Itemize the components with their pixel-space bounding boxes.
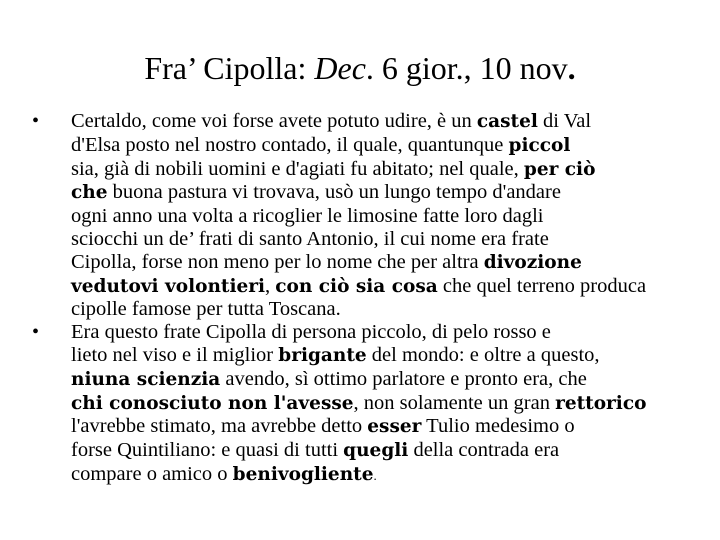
bold-phrase: niuna scienzia [71, 368, 221, 390]
text-line [71, 205, 677, 228]
text-segment: ogni anno una volta a ricoglier le limosine fatte loro dagli [71, 205, 544, 228]
text-line [71, 415, 677, 439]
title-final-dot: . [567, 50, 576, 86]
bold-phrase: per ciò [523, 158, 596, 180]
bullet-list [0, 110, 720, 488]
bold-phrase: con ciò sia cosa [275, 275, 438, 297]
title-italic-dec: Dec [314, 50, 366, 86]
text-segment: sia, già di nobili uomini e d'agiati fu abitato; nel quale, [71, 157, 524, 180]
text-line [71, 321, 677, 344]
bold-phrase: piccol [508, 134, 571, 156]
bold-phrase: rettorico [555, 392, 647, 414]
bold-phrase: brigante [278, 344, 367, 366]
text-line [71, 463, 677, 488]
text-line [71, 275, 677, 299]
bold-phrase: vedutovi volontieri [71, 275, 266, 297]
bold-phrase: benivogliente [232, 463, 374, 485]
text-line [71, 368, 677, 392]
text-segment: che quel terreno produca [437, 274, 647, 297]
bullet-dot-icon: • [32, 321, 40, 344]
text-segment: Cipolla, forse non meno per lo nome che per altra [71, 250, 484, 273]
text-segment: Tulio medesimo o [421, 415, 575, 438]
bold-phrase: divozione [483, 251, 582, 273]
text-segment: forse Quintiliano: e quasi di tutti [71, 439, 344, 462]
text-segment: , [265, 274, 276, 297]
text-segment: l'avrebbe stimato, ma avrebbe detto [71, 415, 368, 438]
slide-title [0, 46, 720, 90]
text-segment: . [373, 467, 377, 483]
bullet-item [0, 321, 677, 488]
text-segment: compare o amico o [71, 462, 233, 485]
text-segment: avendo, sì ottimo parlatore e pronto era, che [220, 367, 587, 390]
text-segment: del mondo: e oltre a questo, [366, 343, 600, 366]
text-segment: sciocchi un de’ frati di santo Antonio, il cui nome era frate [71, 227, 549, 250]
text-line [71, 439, 677, 463]
title-text: Fra’ Cipolla: [144, 50, 315, 86]
text-line [71, 134, 677, 158]
text-segment: cipolle famose per tutta Toscana. [71, 298, 341, 321]
bullet-item [0, 110, 677, 321]
text-line [71, 251, 677, 275]
bold-phrase: chi conosciuto non l'avesse [71, 392, 354, 414]
text-segment: Era questo frate Cipolla di persona piccolo, di pelo rosso e [71, 321, 551, 344]
text-segment: d'Elsa posto nel nostro contado, il quale, quantunque [71, 133, 509, 156]
text-line [71, 344, 677, 368]
text-segment: buona pastura vi trovava, usò un lungo tempo d'andare [107, 181, 561, 204]
text-segment: lieto nel viso e il miglior [71, 343, 279, 366]
text-segment: della contrada era [408, 439, 560, 462]
bold-phrase: castel [476, 111, 538, 132]
bullet-dot-icon: • [32, 110, 40, 132]
text-segment: di Val [537, 110, 592, 132]
bold-phrase: che [71, 182, 108, 204]
text-line [71, 298, 677, 321]
text-line [71, 228, 677, 251]
text-line [71, 181, 677, 205]
title-text-rest: . 6 gior., 10 nov [365, 50, 568, 86]
text-line [71, 158, 677, 182]
bold-phrase: esser [367, 416, 422, 438]
bold-phrase: quegli [343, 440, 409, 462]
text-line [71, 110, 677, 134]
text-segment: Certaldo, come voi forse avete potuto udire, è un [71, 110, 477, 132]
text-line [71, 392, 677, 416]
text-segment: , non solamente un gran [353, 391, 556, 414]
